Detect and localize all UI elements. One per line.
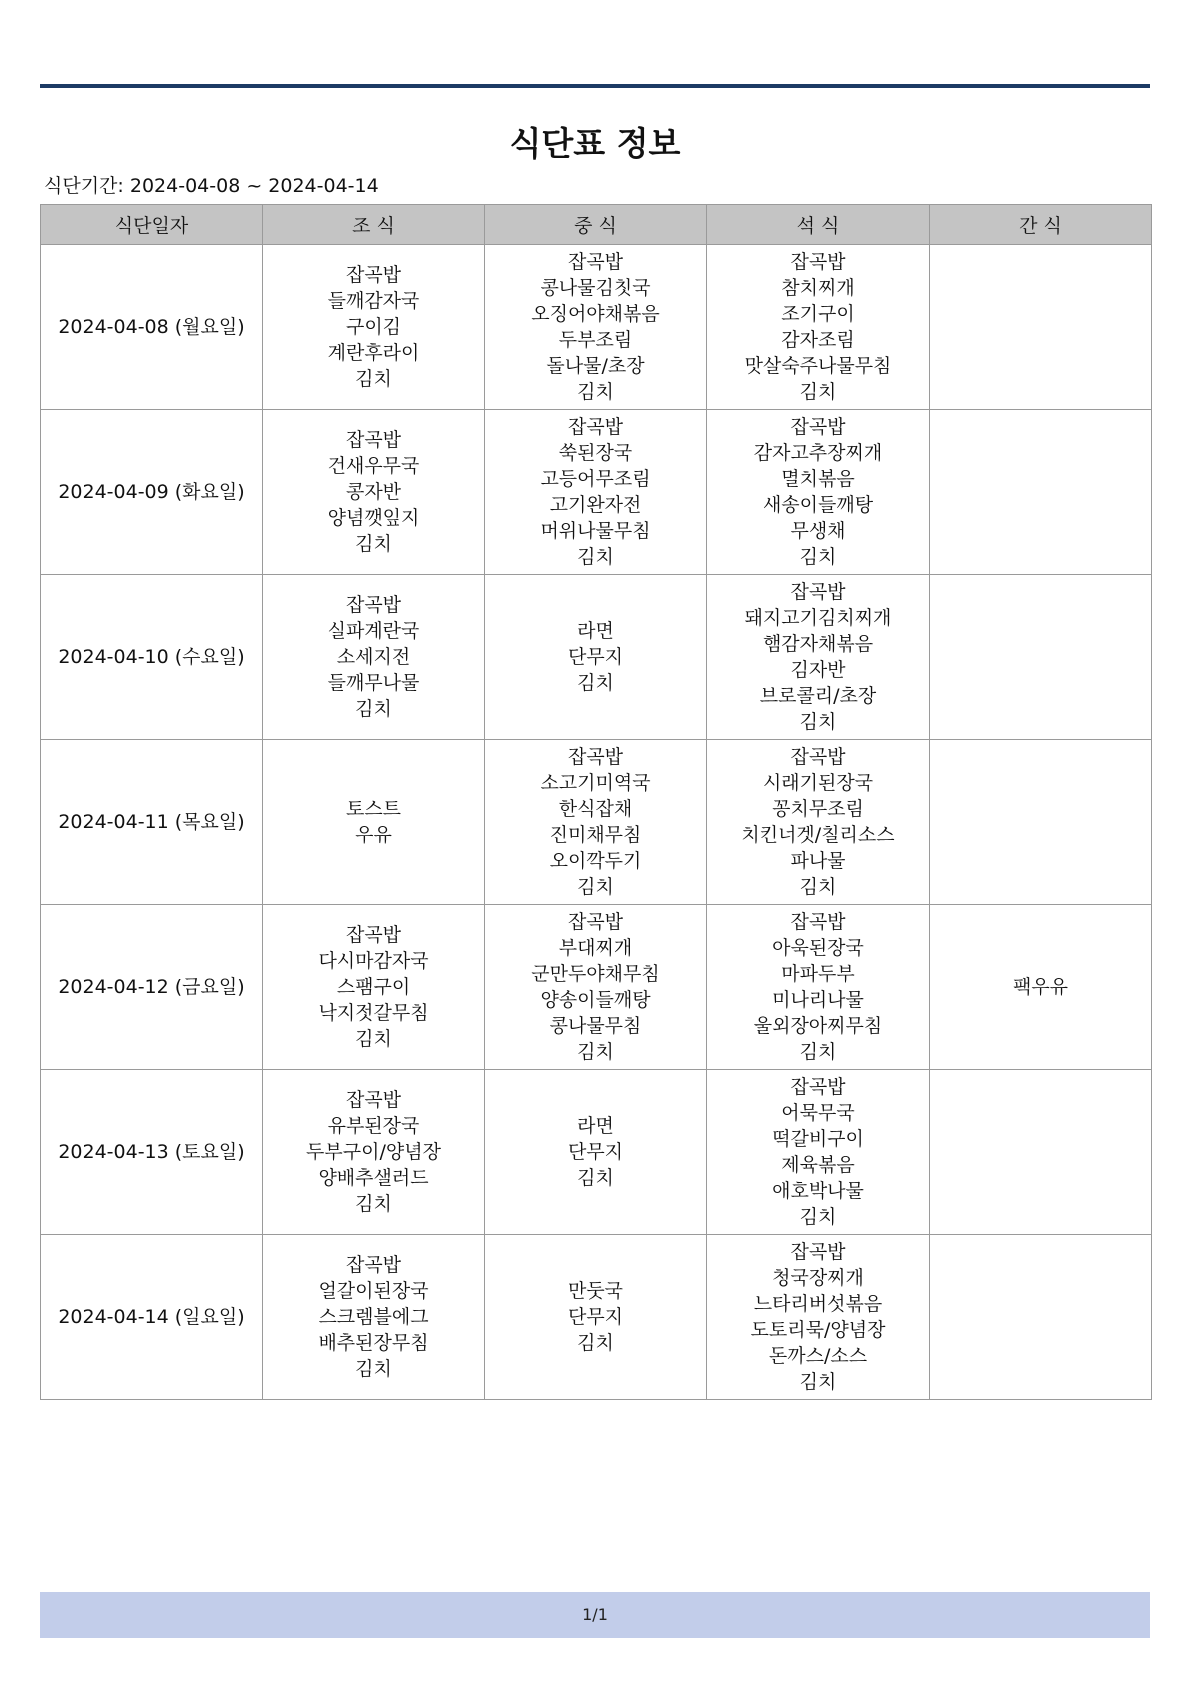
dish-item: 우유 [355,824,392,846]
dish-item: 꽁치무조림 [772,798,864,820]
date-cell: 2024-04-11 (목요일) [41,740,263,905]
dish-item: 잡곡밥 [790,1241,846,1263]
dish-item: 소세지전 [336,646,411,668]
dish-item: 콩자반 [345,481,402,503]
dish-item: 감자조림 [781,329,855,351]
dish-item: 김치 [799,1371,837,1393]
snack-cell [930,1235,1152,1400]
dish-item: 잡곡밥 [790,1076,846,1098]
dish-item: 잡곡밥 [567,251,624,273]
table-row [41,575,1152,740]
breakfast-cell [263,905,485,1070]
dish-item: 양배추샐러드 [318,1167,429,1189]
dish-item: 김치 [799,711,837,733]
dish-item: 참치찌개 [781,277,855,299]
dish-item: 양념깻잎지 [327,507,420,529]
dish-item: 콩나물김칫국 [540,277,651,299]
dish-item: 김치 [355,1028,392,1050]
dish-item: 양송이들깨탕 [540,989,651,1011]
dish-item: 잡곡밥 [345,1254,402,1276]
dish-item: 토스트 [345,798,402,820]
dish-item: 아욱된장국 [772,937,864,959]
dish-item: 김치 [355,368,392,390]
dish-item: 김치 [355,533,392,555]
breakfast-cell [263,1235,485,1400]
page-number: 1/1 [582,1605,608,1624]
snack-cell [930,740,1152,905]
dish-item: 울외장아찌무침 [753,1015,883,1037]
dish-item: 다시마감자국 [318,950,429,972]
dish-item: 멸치볶음 [781,468,855,490]
dish-item: 돌나물/초장 [546,355,645,377]
dish-item: 김치 [799,381,837,403]
dish-item: 청국장찌개 [772,1267,864,1289]
dinner-cell [707,1070,930,1235]
dish-item: 무생채 [790,520,846,542]
lunch-cell [485,410,707,575]
dish-item: 감자고추장찌개 [753,442,883,464]
dish-item: 돼지고기김치찌개 [744,607,892,629]
table-header-row [41,205,1152,245]
dish-item: 얼갈이된장국 [318,1280,429,1302]
dish-item: 만둣국 [567,1280,624,1302]
dish-item: 떡갈비구이 [772,1128,864,1150]
dish-item: 김치 [799,546,837,568]
date-cell: 2024-04-14 (일요일) [41,1235,263,1400]
dinner-cell [707,1235,930,1400]
column-header-breakfast: 조 식 [263,205,485,245]
meal-table [40,204,1152,1400]
dish-item: 김치 [577,672,614,694]
dish-item: 유부된장국 [327,1115,420,1137]
column-header-snack: 간 식 [930,205,1152,245]
dish-item: 김치 [577,1041,614,1063]
snack-cell [930,575,1152,740]
dinner-cell [707,575,930,740]
lunch-cell [485,1235,707,1400]
date-cell: 2024-04-09 (화요일) [41,410,263,575]
dish-item: 브로콜리/초장 [759,685,877,707]
dish-item: 파나물 [790,850,846,872]
date-cell: 2024-04-08 (월요일) [41,245,263,410]
dish-item: 단무지 [567,1306,624,1328]
dish-item: 잡곡밥 [567,911,624,933]
table-row [41,1235,1152,1400]
meal-period: 식단기간: 2024-04-08 ~ 2024-04-14 [44,175,379,197]
table-row [41,245,1152,410]
dish-item: 김치 [355,698,392,720]
dish-item: 제육볶음 [781,1154,855,1176]
dish-item: 부대찌개 [558,937,633,959]
breakfast-cell [263,740,485,905]
breakfast-cell [263,575,485,740]
dish-item: 구이김 [345,316,402,338]
column-header-date: 식단일자 [41,205,263,245]
dish-item: 잡곡밥 [567,416,624,438]
dish-item: 마파두부 [781,963,855,985]
dish-item: 잡곡밥 [790,416,846,438]
breakfast-cell [263,410,485,575]
dish-item: 김치 [355,1358,392,1380]
dish-item: 잡곡밥 [345,429,402,451]
lunch-cell [485,1070,707,1235]
dish-item: 오이깍두기 [549,850,642,872]
dish-item: 새송이들깨탕 [762,494,874,516]
dinner-cell [707,245,930,410]
dish-item: 건새우무국 [327,455,420,477]
dish-item: 잡곡밥 [345,264,402,286]
dish-item: 느타리버섯볶음 [753,1293,883,1315]
dish-item: 단무지 [567,1141,624,1163]
dish-item: 라면 [577,1115,614,1137]
dish-item: 맛살숙주나물무침 [744,355,892,377]
dish-item: 조기구이 [781,303,855,325]
dish-item: 잡곡밥 [790,911,846,933]
dish-item: 김자반 [790,659,846,681]
dish-item: 김치 [799,1206,837,1228]
page-footer [40,1592,1150,1638]
dish-item: 낙지젓갈무침 [318,1002,429,1024]
breakfast-cell [263,1070,485,1235]
date-cell: 2024-04-12 (금요일) [41,905,263,1070]
top-rule [40,84,1150,88]
dish-item: 김치 [355,1193,392,1215]
lunch-cell [485,740,707,905]
dish-item: 치킨너겟/칠리소스 [741,824,895,846]
table-row [41,410,1152,575]
dish-item: 두부조림 [558,329,633,351]
dish-item: 들깨무나물 [327,672,420,694]
dish-item: 시래기된장국 [762,772,874,794]
dish-item: 도토리묵/양념장 [750,1319,886,1341]
snack-cell [930,245,1152,410]
dish-item: 잡곡밥 [345,924,402,946]
dish-item: 김치 [577,546,614,568]
dish-item: 한식잡채 [558,798,633,820]
dish-item: 잡곡밥 [567,746,624,768]
dish-item: 들깨감자국 [327,290,420,312]
snack-cell [930,1070,1152,1235]
dish-item: 스팸구이 [336,976,411,998]
dish-item: 고등어무조림 [540,468,651,490]
dish-item: 김치 [577,1167,614,1189]
dish-item: 소고기미역국 [540,772,651,794]
dish-item: 김치 [799,876,837,898]
dish-item: 군만두야채무침 [531,963,660,985]
dish-item: 진미채무침 [549,824,642,846]
dish-item: 어묵무국 [781,1102,855,1124]
dish-item: 배추된장무침 [318,1332,429,1354]
dish-item: 라면 [577,620,614,642]
dish-item: 미나리나물 [772,989,864,1011]
dish-item: 잡곡밥 [345,1089,402,1111]
dinner-cell [707,410,930,575]
dish-item: 김치 [577,381,614,403]
date-cell: 2024-04-13 (토요일) [41,1070,263,1235]
dish-item: 오징어야채볶음 [531,303,660,325]
lunch-cell [485,905,707,1070]
dish-item: 단무지 [567,646,624,668]
table-row [41,740,1152,905]
dish-item: 잡곡밥 [345,594,402,616]
dish-item: 두부구이/양념장 [306,1141,441,1163]
snack-cell [930,410,1152,575]
dinner-cell [707,740,930,905]
table-body [41,245,1152,1400]
dish-item: 김치 [577,876,614,898]
dish-item: 김치 [577,1332,614,1354]
date-cell: 2024-04-10 (수요일) [41,575,263,740]
breakfast-cell [263,245,485,410]
column-header-lunch: 중 식 [485,205,707,245]
dish-item: 잡곡밥 [790,746,846,768]
lunch-cell [485,245,707,410]
dinner-cell [707,905,930,1070]
dish-item: 계란후라이 [327,342,420,364]
dish-item: 팩우유 [1012,976,1069,998]
lunch-cell [485,575,707,740]
snack-cell [930,905,1152,1070]
table-row [41,1070,1152,1235]
dish-item: 쑥된장국 [558,442,633,464]
dish-item: 잡곡밥 [790,251,846,273]
dish-item: 잡곡밥 [790,581,846,603]
dish-item: 고기완자전 [549,494,642,516]
dish-item: 실파계란국 [327,620,420,642]
dish-item: 머위나물무침 [540,520,651,542]
dish-item: 스크렘블에그 [318,1306,429,1328]
page-title: 식단표 정보 [509,124,681,163]
dish-item: 애호박나물 [772,1180,864,1202]
dish-item: 콩나물무침 [549,1015,642,1037]
dish-item: 돈까스/소스 [768,1345,868,1367]
dish-item: 김치 [799,1041,837,1063]
column-header-dinner: 석 식 [707,205,930,245]
dish-item: 햄감자채볶음 [762,633,874,655]
table-row [41,905,1152,1070]
